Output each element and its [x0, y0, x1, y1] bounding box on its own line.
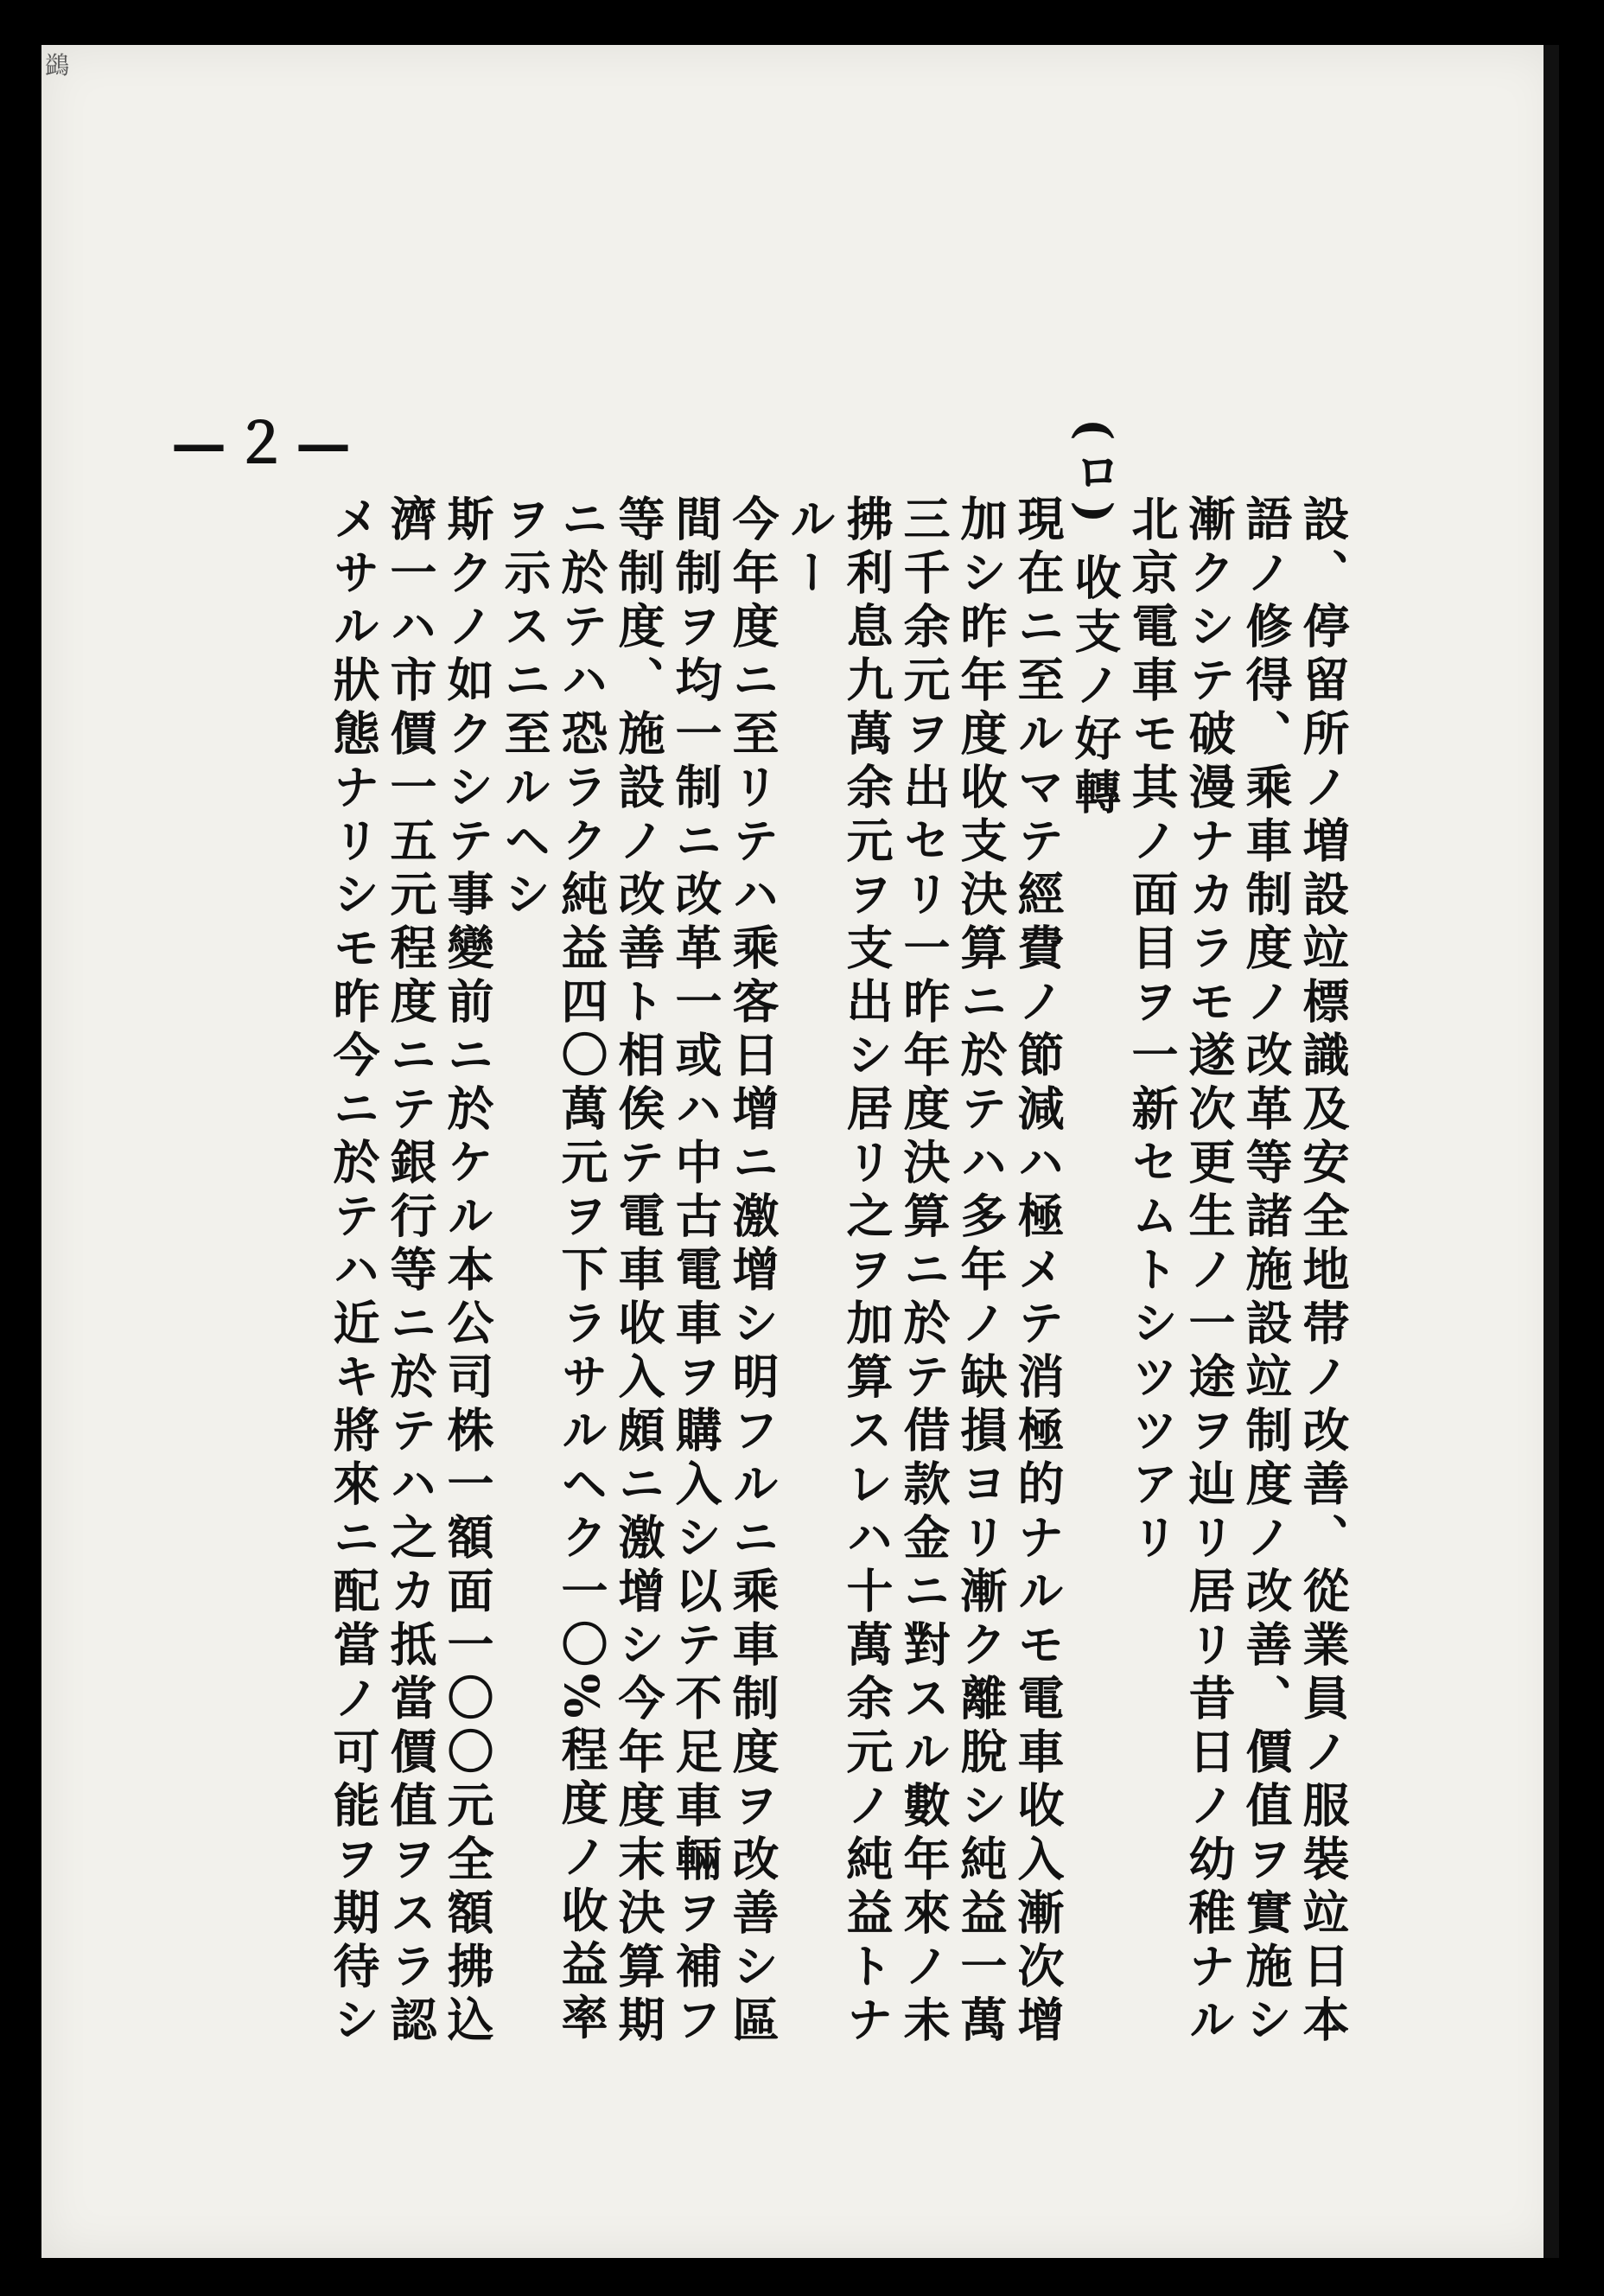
text-column: 語ノ修得、乘車制度ノ改革等諸施設竝制度ノ改善、價值ヲ實施シ [1238, 494, 1294, 2049]
text-column: メサル狀態ナリシモ昨今ニ於テハ近キ將來ニ配當ノ可能ヲ期待シ [326, 494, 381, 2049]
text-column: 斯クノ如クシテ事變前ニ於ケル本公司株一額面一〇〇元全額拂込 [440, 494, 495, 2049]
page-number: —２— [171, 411, 358, 476]
text-column: ニ於テハ恐ラク純益四〇萬元ヲ下ラサルヘク一〇%程度ノ收益率 [554, 494, 609, 2047]
text-column: ヲ示スニ至ルヘシ [497, 494, 552, 923]
vertical-text-body [107, 418, 1352, 2206]
section-heading: (ロ) 收支ノ好轉 [1067, 418, 1123, 821]
corner-mark: 鷁 [45, 51, 70, 80]
page-edge-shadow [1544, 45, 1559, 2258]
text-column: 加シ昨年度收支決算ニ於テハ多年ノ缺損ヨリ漸ク離脫シ純益一萬 [953, 494, 1009, 2049]
document-page [41, 45, 1559, 2258]
text-column: 拂利息九萬余元ヲ支出シ居リ之ヲ加算スレハ十萬余元ノ純益トナ [839, 494, 894, 2049]
text-column: 濟一ハ市價一五元程度ニテ銀行等ニ於テハ之カ抵當價值ヲスラ認 [383, 494, 438, 2049]
text-column: 北京電車モ其ノ面目ヲ一新セムトシツツアリ [1124, 494, 1180, 1566]
text-column: 等制度、施設ノ改善ト相俟テ電車收入頗ニ激增シ今年度末決算期 [611, 494, 666, 2049]
text-column: 設、停留所ノ増設竝標識及安全地帯ノ改善、從業員ノ服裝竝日本 [1295, 494, 1351, 2049]
text-column: 間制ヲ均一制ニ改革一或ハ中古電車ヲ購入シ以テ不足車輛ヲ補フ [668, 494, 723, 2049]
text-column: 今年度ニ至リテハ乘客日增ニ激增シ明フルニ乘車制度ヲ改善シ區 [725, 494, 780, 2049]
text-column: 三千余元ヲ出セリ一昨年度決算ニ於テ借款金ニ對スル數年來ノ未 [896, 494, 952, 2049]
text-column: 現在ニ至ルマテ經費ノ節減ハ極メテ消極的ナルモ電車收入漸次增 [1010, 494, 1066, 2049]
text-column: 漸クシテ破漫ナカラモ遂次更生ノ一途ヲ辿リ居リ昔日ノ幼稚ナル [1181, 494, 1237, 2049]
text-column: ルー [782, 494, 837, 602]
